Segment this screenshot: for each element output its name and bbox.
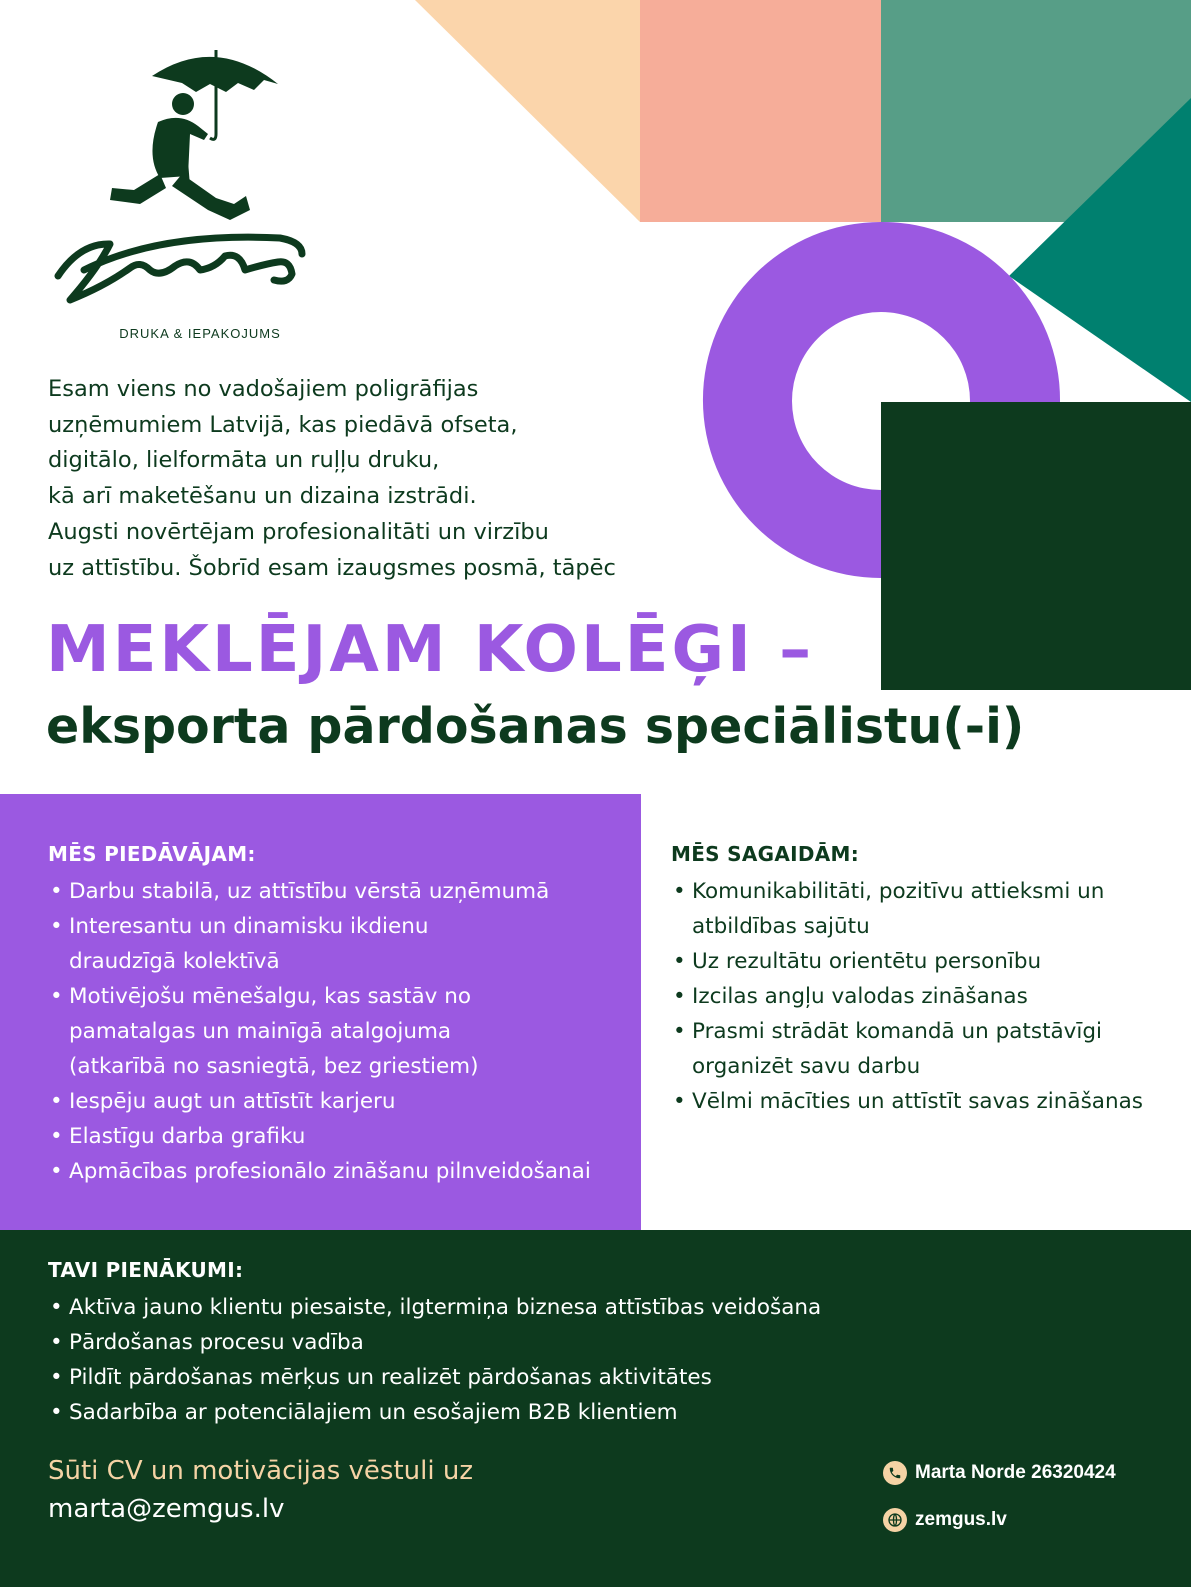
list-item-continued: atbildības sajūtu [692, 914, 870, 939]
requirements-title: MĒS SAGAIDĀM: [671, 842, 860, 866]
email-link[interactable]: marta@zemgus.lv [48, 1494, 285, 1524]
logo-tagline: DRUKA & IEPAKOJUMS [119, 326, 281, 341]
list-item: • Aktīva jauno klientu piesaiste, ilgtermiņa biznesa attīstības veidošana [48, 1290, 821, 1325]
list-item: • Apmācības profesionālo zināšanu pilnveidošanai [48, 1154, 591, 1189]
cta-text: Sūti CV un motivācijas vēstuli uz [48, 1456, 473, 1486]
duties-section [48, 1258, 821, 1430]
list-item: • Interesantu un dinamisku ikdienu [48, 909, 591, 944]
intro-paragraph [48, 372, 658, 586]
list-item: • Pildīt pārdošanas mērķus un realizēt pārdošanas aktivitātes [48, 1360, 821, 1395]
list-item: • Sadarbība ar potenciālajiem un esošajiem B2B klientiem [48, 1395, 821, 1430]
requirements-list [671, 874, 1143, 1119]
list-item: • Elastīgu darba grafiku [48, 1119, 591, 1154]
dark-green-square [881, 402, 1191, 690]
intro-line: uz attīstību. Šobrīd esam izaugsmes posmā, tāpēc [48, 554, 616, 581]
job-title: eksporta pārdošanas speciālistu(-i) [46, 698, 1025, 755]
peach-triangle [415, 0, 640, 222]
website-link[interactable]: zemgus.lv [915, 1509, 1007, 1530]
list-item: • Pārdošanas procesu vadība [48, 1325, 821, 1360]
list-item: • Uz rezultātu orientētu personību [671, 944, 1143, 979]
intro-line: Augsti novērtējam profesionalitāti un virzību [48, 518, 549, 545]
website-contact[interactable] [883, 1508, 1007, 1532]
requirements-section [671, 842, 1143, 1119]
list-item-continued: (atkarībā no sasniegtā, bez griestiem) [69, 1054, 479, 1079]
offer-list [48, 874, 591, 1189]
cta [48, 1452, 473, 1528]
list-item: • Motivējošu mēnešalgu, kas sastāv no [48, 979, 591, 1014]
intro-line: kā arī maketēšanu un dizaina izstrādi. [48, 483, 477, 510]
intro-line: uzņēmumiem Latvijā, kas piedāvā ofseta, [48, 411, 518, 438]
offer-section [48, 842, 591, 1189]
salmon-square [640, 0, 881, 222]
list-item: • Vēlmi mācīties un attīstīt savas zināšanas [671, 1084, 1143, 1119]
list-item-continued: pamatalgas un mainīgā atalgojuma [69, 1019, 452, 1044]
duties-title: TAVI PIENĀKUMI: [48, 1258, 244, 1282]
list-item: • Iespēju augt un attīstīt karjeru [48, 1084, 591, 1119]
offer-title: MĒS PIEDĀVĀJAM: [48, 842, 256, 866]
intro-line: Esam viens no vadošajiem poligrāfijas [48, 376, 479, 402]
list-item-continued: draudzīgā kolektīvā [69, 949, 280, 974]
list-item: • Darbu stabilā, uz attīstību vērstā uzņēmumā [48, 874, 591, 909]
phone-contact[interactable] [883, 1461, 1116, 1485]
duties-list [48, 1290, 821, 1430]
list-item: • Prasmi strādāt komandā un patstāvīgi [671, 1014, 1143, 1049]
list-item: • Komunikabilitāti, pozitīvu attieksmi un [671, 874, 1143, 909]
phone-icon [883, 1461, 907, 1485]
umbrella-man-icon [40, 38, 310, 328]
phone-text: Marta Norde 26320424 [915, 1462, 1116, 1483]
globe-icon [883, 1508, 907, 1532]
logo [40, 38, 310, 348]
list-item: • Izcilas angļu valodas zināšanas [671, 979, 1143, 1014]
headline: MEKLĒJAM KOLĒĢI – [46, 613, 815, 687]
list-item-continued: organizēt savu darbu [692, 1054, 921, 1079]
intro-line: digitālo, lielformāta un ruļļu druku, [48, 447, 440, 474]
